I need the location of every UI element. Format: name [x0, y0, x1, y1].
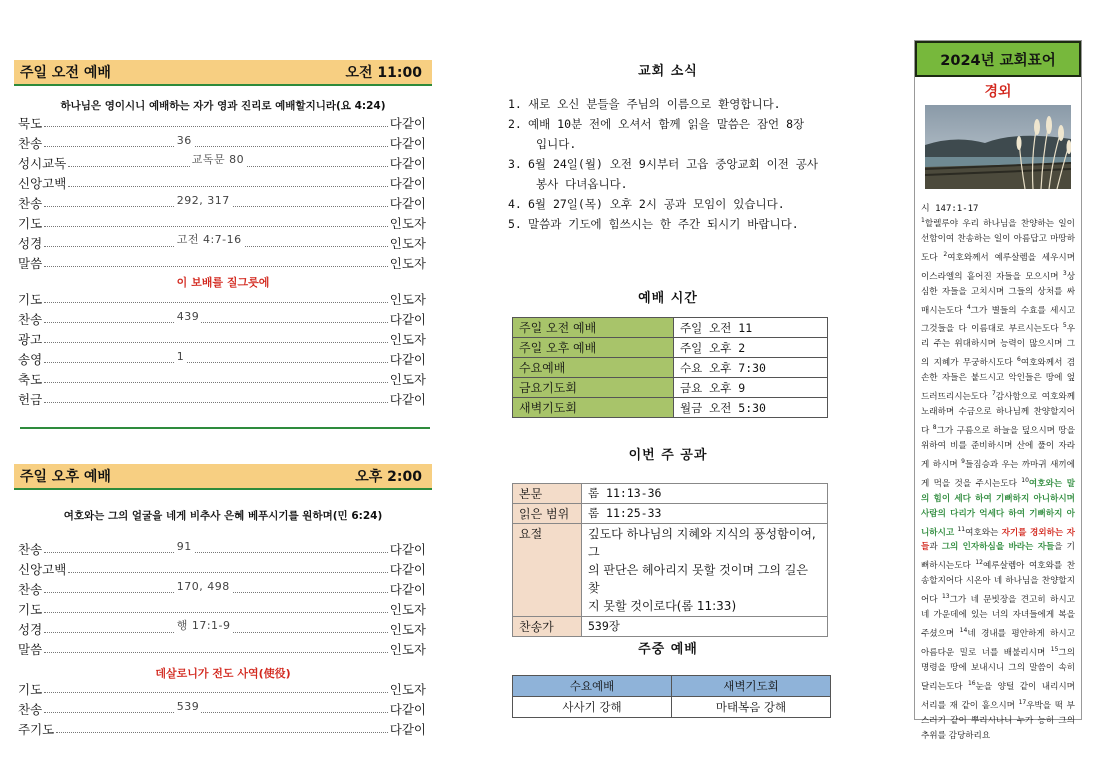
schedule-table	[512, 317, 828, 418]
dotted-leader	[44, 619, 388, 633]
order-item-leader: 다같이	[389, 582, 426, 597]
lesson-row-hymn	[513, 617, 828, 637]
dotted-leader	[44, 651, 388, 653]
news-line: 6월 27일(목) 오후 2시 공과 모임이 있습니다.	[528, 197, 785, 211]
service-order-row	[18, 388, 426, 408]
order-item-label: 신앙고백	[18, 176, 67, 191]
schedule-service-time: 월금 오전 5:30	[674, 398, 828, 418]
order-item-label: 찬송	[18, 136, 43, 151]
order-item-leader: 다같이	[389, 722, 426, 737]
lesson-point-line: 의 판단은 헤아리지 못할 것이며 그의 길은 찾	[588, 563, 808, 595]
order-item-label: 송영	[18, 352, 43, 367]
order-item-label: 성경	[18, 622, 43, 637]
service-order-row	[18, 368, 426, 388]
news-number: 4.	[508, 197, 522, 211]
psalm-highlight-fear: 자기를 경외하는 자들	[921, 527, 1075, 553]
schedule-service-time: 주일 오전 11	[674, 318, 828, 338]
order-item-detail: 439	[176, 310, 200, 323]
news-text	[528, 194, 785, 214]
dotted-leader	[44, 401, 388, 403]
order-item-leader: 인도자	[389, 622, 426, 637]
order-item-detail: 292, 317	[176, 194, 230, 207]
service-order-row	[18, 252, 426, 272]
afternoon-header	[14, 464, 432, 490]
psalm-verse-highlight: 여호와는 말의 힘이 세다 하여 기뻐하지 아니하시며 사람의 다리가 억세다 하여 기뻐하지 아니하시고	[921, 478, 1076, 538]
news-number: 5.	[508, 217, 522, 231]
lesson-table	[512, 483, 828, 637]
schedule-service-name: 금요기도회	[513, 378, 674, 398]
order-item-leader: 인도자	[389, 256, 426, 271]
lesson-point-line: 깊도다 하나님의 지혜와 지식의 풍성함이여, 그	[588, 527, 816, 559]
schedule-row	[513, 378, 828, 398]
lesson-point-value	[582, 524, 828, 617]
dotted-leader	[44, 310, 388, 323]
dotted-leader	[44, 125, 388, 127]
motto-word: 경외	[984, 84, 1012, 100]
order-item-leader: 인도자	[389, 332, 426, 347]
order-item-label: 찬송	[18, 582, 43, 597]
service-order-row	[18, 172, 426, 192]
news-line: 6월 24일(월) 오전 9시부터 고읍 중앙교회 이전 공사	[528, 157, 818, 171]
service-order-row	[18, 598, 426, 618]
news-text	[528, 114, 804, 154]
psalm-verse: 할렐루야 우리 하나님을 찬양하는 일이 선함이여 찬송하는 일이 아름답고 마땅하도다	[921, 218, 1075, 263]
order-item-label: 묵도	[18, 116, 43, 131]
psalm-verse: 상심한 자들을 고치시며 그들의 상처를 싸매시는도다	[921, 271, 1075, 316]
psalm-verse: 과	[929, 542, 942, 553]
psalm-verse: 을 기뻐하시는도다	[921, 542, 1075, 572]
morning-header	[14, 60, 432, 86]
order-item-detail: 91	[176, 540, 192, 553]
news-item	[508, 214, 828, 234]
dotted-leader	[44, 225, 388, 227]
service-order-row	[18, 698, 426, 718]
order-item-leader: 다같이	[389, 312, 426, 327]
schedule-service-time: 주일 오후 2	[674, 338, 828, 358]
order-item-detail: 36	[176, 134, 192, 147]
order-item-detail: 행 17:1-9	[176, 619, 231, 632]
schedule-service-time: 수요 오후 7:30	[674, 358, 828, 378]
dotted-leader	[44, 580, 388, 593]
order-item-label: 축도	[18, 372, 43, 387]
order-item-detail: 고전 4:7-16	[176, 233, 242, 246]
order-item-leader: 다같이	[389, 352, 426, 367]
psalm-verse: 여호와께서 예루살렘을 세우시며 이스라엘의 흩어진 자들을 모으시며	[921, 252, 1075, 282]
dotted-leader	[44, 194, 388, 207]
service-order-row	[18, 618, 426, 638]
morning-title: 주일 오전 예배	[20, 65, 111, 81]
order-item-label: 말씀	[18, 642, 43, 657]
schedule-row	[513, 398, 828, 418]
order-item-label: 기도	[18, 216, 43, 231]
service-order-row	[18, 192, 426, 212]
lesson-row-text	[513, 484, 828, 504]
news-line: 입니다.	[536, 137, 577, 151]
order-item-detail: 1	[176, 350, 185, 363]
order-item-leader: 인도자	[389, 216, 426, 231]
order-item-leader: 인도자	[389, 292, 426, 307]
psalm-reference: 시 147:1-17	[921, 204, 979, 214]
lesson-point-label: 요절	[513, 524, 582, 617]
news-item	[508, 114, 828, 154]
landscape-photo	[925, 105, 1071, 189]
lesson-reading-value: 롬 11:25-33	[582, 504, 828, 524]
dotted-leader	[44, 540, 388, 553]
news-line: 예배 10분 전에 오셔서 함께 읽을 말씀은 잠언 8장	[528, 117, 805, 131]
news-line: 봉사 다녀옵니다.	[536, 177, 628, 191]
schedule-service-name: 새벽기도회	[513, 398, 674, 418]
dotted-leader	[44, 265, 388, 267]
psalm-text: $^1$할렐루야 우리 하나님을 찬양하는 일이 선함이여 찬송하는 일이 아름답고 마땅하도다 $^2$여호와께서 예루살렘을 세우시며 이스라엘의 흩어진 자들을 모으시며 $^3$상심한 자들을 고치시며 그들의 상처를 싸매시는도다 $^4$그가 별들의 수효를 세시고 그것들을 다 이름대로 부르시는도다 $^5$우리 주는 위대하시며 능력이 많으시며 그의 지혜가 무궁하시도다 $^6$여호와께서 겸손한 자들은 붙드시고 악인들은 땅에 엎드러뜨리시는도다 $^7$감사함으로 여호와께 노래하며 수금으로 하나님께 찬양할지어다 $^8$그가 구름으로 하늘을 덮으시며 땅을 위하여 비를 준비하시며 산에 풀이 자라게 하시며 $^9$들짐승과 우는 까마귀 새끼에게 먹을 것을 주시는도다 $^{10}$여호와는 말의 힘이 세다 하여 기뻐하지 아니하시며 사람의 다리가 억세다 하여 기뻐하지 아니하시고 $^{11}$여호와는 자기를 경외하는 자들과 그의 인자하심을 바라는 자들을 기뻐하시는도다 $^{12}$예루살렘아 여호와를 찬송할지어다 시온아 네 하나님을 찬양할지어다 $^{13}$그가 네 문빗장을 견고히 하시고 네 가운데에 있는 너의 자녀들에게 복을 주셨으며 $^{14}$네 경내를 평안하게 하시고 아름다운 밀로 너를 배불리시며 $^{15}$그의 명령을 땅에 보내시니 그의 말씀이 속히 달리는도다 $^{16}$눈을 양털 같이 내리시며 서리를 재 같이 흩으시며 $^{17}$우박을 떡 부스러기 같이 뿌리시나니 누가 능히 그의 추위를 감당하리요	[921, 217, 1076, 741]
midweek-value-row	[513, 697, 831, 718]
dotted-leader	[44, 350, 388, 363]
order-item-leader: 인도자	[389, 372, 426, 387]
lesson-reading-label: 읽은 범위	[513, 504, 582, 524]
psalm-verse: 그가 별들의 수효를 세시고 그것들을 다 이름대로 부르시는도다	[921, 305, 1075, 335]
order-item-label: 찬송	[18, 312, 43, 327]
news-number: 1.	[508, 97, 522, 111]
midweek-col-wednesday: 수요예배	[513, 676, 672, 697]
lesson-hymn-label: 찬송가	[513, 617, 582, 637]
afternoon-verse: 여호와는 그의 얼굴을 네게 비추사 은혜 베푸시기를 원하며(민 6:24)	[63, 510, 383, 522]
order-item-label: 주기도	[18, 722, 55, 737]
schedule-title: 예배 시간	[638, 291, 698, 306]
schedule-row	[513, 318, 828, 338]
dotted-leader	[44, 381, 388, 383]
order-item-leader: 다같이	[389, 702, 426, 717]
lesson-title: 이번 주 공과	[628, 448, 708, 463]
afternoon-sermon-title: 데살로니가 전도 사역(使役)	[155, 667, 291, 680]
order-item-label: 기도	[18, 682, 43, 697]
service-order-row	[18, 132, 426, 152]
midweek-col-dawn: 새벽기도회	[672, 676, 831, 697]
order-item-label: 찬송	[18, 542, 43, 557]
order-item-label: 기도	[18, 292, 43, 307]
midweek-val-wednesday: 사사기 강해	[513, 697, 672, 718]
news-line: 새로 오신 분들을 주님의 이름으로 환영합니다.	[528, 97, 781, 111]
order-item-detail: 교독문 80	[191, 153, 245, 166]
morning-sermon-title: 이 보배를 질그릇에	[176, 276, 270, 289]
schedule-row	[513, 338, 828, 358]
psalm-verse: 그의 명령을 땅에 보내시니 그의 말씀이 속히 달리는도다	[921, 647, 1075, 692]
order-item-label: 헌금	[18, 392, 43, 407]
midweek-val-dawn: 마태복음 강해	[672, 697, 831, 718]
service-order-row	[18, 678, 426, 698]
schedule-service-time: 금요 오후 9	[674, 378, 828, 398]
service-order-row	[18, 538, 426, 558]
news-text	[528, 154, 818, 194]
service-order-row	[18, 718, 426, 738]
order-item-leader: 다같이	[389, 542, 426, 557]
order-item-leader: 인도자	[389, 236, 426, 251]
service-order-row	[18, 288, 426, 308]
order-item-label: 기도	[18, 602, 43, 617]
news-item	[508, 94, 828, 114]
order-item-label: 광고	[18, 332, 43, 347]
dotted-leader	[44, 700, 388, 713]
lesson-hymn-value: 539장	[582, 617, 828, 637]
order-item-leader: 다같이	[389, 136, 426, 151]
lesson-text-value: 롬 11:13-36	[582, 484, 828, 504]
afternoon-title: 주일 오후 예배	[20, 469, 111, 485]
dotted-leader	[68, 153, 387, 167]
dotted-leader	[56, 731, 388, 733]
service-order-row	[18, 328, 426, 348]
service-order-row	[18, 112, 426, 132]
midweek-title: 주중 예배	[638, 642, 698, 657]
schedule-service-name: 주일 오전 예배	[513, 318, 674, 338]
order-item-leader: 다같이	[389, 392, 426, 407]
service-order-row	[18, 348, 426, 368]
dotted-leader	[68, 571, 387, 573]
news-text	[528, 214, 799, 234]
service-order-row	[18, 558, 426, 578]
schedule-service-name: 수요예배	[513, 358, 674, 378]
order-item-detail: 170, 498	[176, 580, 230, 593]
psalm-verse: 눈을 양털 같이 내리시며 서리를 재 같이 흩으시며	[921, 681, 1075, 711]
order-item-leader: 다같이	[389, 156, 426, 171]
psalm-verse: 예루살렘아 여호와를 찬송할지어다 시온아 네 하나님을 찬양할지어다	[921, 561, 1076, 606]
order-item-label: 찬송	[18, 702, 43, 717]
order-item-label: 찬송	[18, 196, 43, 211]
order-item-leader: 다같이	[389, 116, 426, 131]
order-item-leader: 다같이	[389, 196, 426, 211]
lesson-row-point	[513, 524, 828, 617]
dotted-leader	[44, 301, 388, 303]
news-number: 2.	[508, 117, 522, 131]
psalm-verse: 우리 주는 위대하시며 능력이 많으시며 그의 지혜가 무궁하시도다	[921, 324, 1075, 369]
service-order-row	[18, 212, 426, 232]
psalm-verse: 여호와는	[965, 527, 1002, 538]
order-item-leader: 인도자	[389, 682, 426, 697]
order-item-leader: 인도자	[389, 602, 426, 617]
psalm-verse: 우박을 떡 부스러기 같이 뿌리시나니 누가 능히 그의 추위를 감당하리요	[921, 700, 1075, 741]
news-number: 3.	[508, 157, 522, 171]
psalm-verse: 그가 네 문빗장을 견고히 하시고 네 가운데에 있는 너의 자녀들에게 복을 주셨으며	[921, 595, 1075, 640]
order-item-leader: 다같이	[389, 562, 426, 577]
psalm-verse: 들짐승과 우는 까마귀 새끼에게 먹을 것을 주시는도다	[921, 459, 1075, 489]
schedule-row	[513, 358, 828, 378]
news-item	[508, 194, 828, 214]
order-item-leader: 인도자	[389, 642, 426, 657]
motto-title: 2024년 교회표어	[915, 41, 1081, 77]
morning-time: 오전 11:00	[345, 65, 422, 81]
morning-verse: 하나님은 영이시니 예배하는 자가 영과 진리로 예배할지니라(요 4:24)	[60, 100, 386, 112]
news-text	[528, 94, 781, 114]
lesson-text-label: 본문	[513, 484, 582, 504]
service-order-row	[18, 578, 426, 598]
service-order-row	[18, 308, 426, 328]
landscape-image	[925, 105, 1071, 189]
dotted-leader	[44, 611, 388, 613]
dotted-leader	[44, 134, 388, 147]
psalm-verse: 여호와께서 겸손한 자들은 붙드시고 악인들은 땅에 엎드러뜨리시는도다	[921, 358, 1076, 403]
order-item-label: 성시교독	[18, 156, 67, 171]
lesson-point-line: 지 못할 것이로다(롬 11:33)	[588, 599, 737, 613]
section-divider	[20, 427, 430, 429]
psalm-verse: 네 경내를 평안하게 하시고 아름다운 밀로 너를 배불리시며	[921, 629, 1075, 658]
service-order-row	[18, 638, 426, 658]
dotted-leader	[68, 185, 387, 187]
news-title: 교회 소식	[638, 64, 698, 79]
news-item	[508, 154, 828, 194]
news-line: 말씀과 기도에 힘쓰시는 한 주간 되시기 바랍니다.	[528, 217, 799, 231]
psalm-verse: 그가 구름으로 하늘을 덮으시며 땅을 위하여 비를 준비하시며 산에 풀이 자라게 하시며	[921, 425, 1075, 470]
afternoon-time: 오후 2:00	[355, 469, 422, 485]
news-list	[508, 94, 828, 234]
psalm-highlight-hope: 그의 인자하심을 바라는 자들	[941, 542, 1055, 553]
order-item-label: 말씀	[18, 256, 43, 271]
order-item-label: 신앙고백	[18, 562, 67, 577]
lesson-row-reading	[513, 504, 828, 524]
dotted-leader	[44, 341, 388, 343]
dotted-leader	[44, 233, 388, 247]
order-item-label: 성경	[18, 236, 43, 251]
schedule-service-name: 주일 오후 예배	[513, 338, 674, 358]
service-order-row	[18, 232, 426, 252]
service-order-row	[18, 152, 426, 172]
motto-panel	[914, 40, 1082, 741]
midweek-header-row	[513, 676, 831, 697]
psalm-verse: 감사함으로 여호와께 노래하며 수금으로 하나님께 찬양할지어다	[921, 392, 1075, 436]
dotted-leader	[44, 691, 388, 693]
midweek-table	[512, 675, 831, 718]
order-item-detail: 539	[176, 700, 200, 713]
order-item-leader: 다같이	[389, 176, 426, 191]
